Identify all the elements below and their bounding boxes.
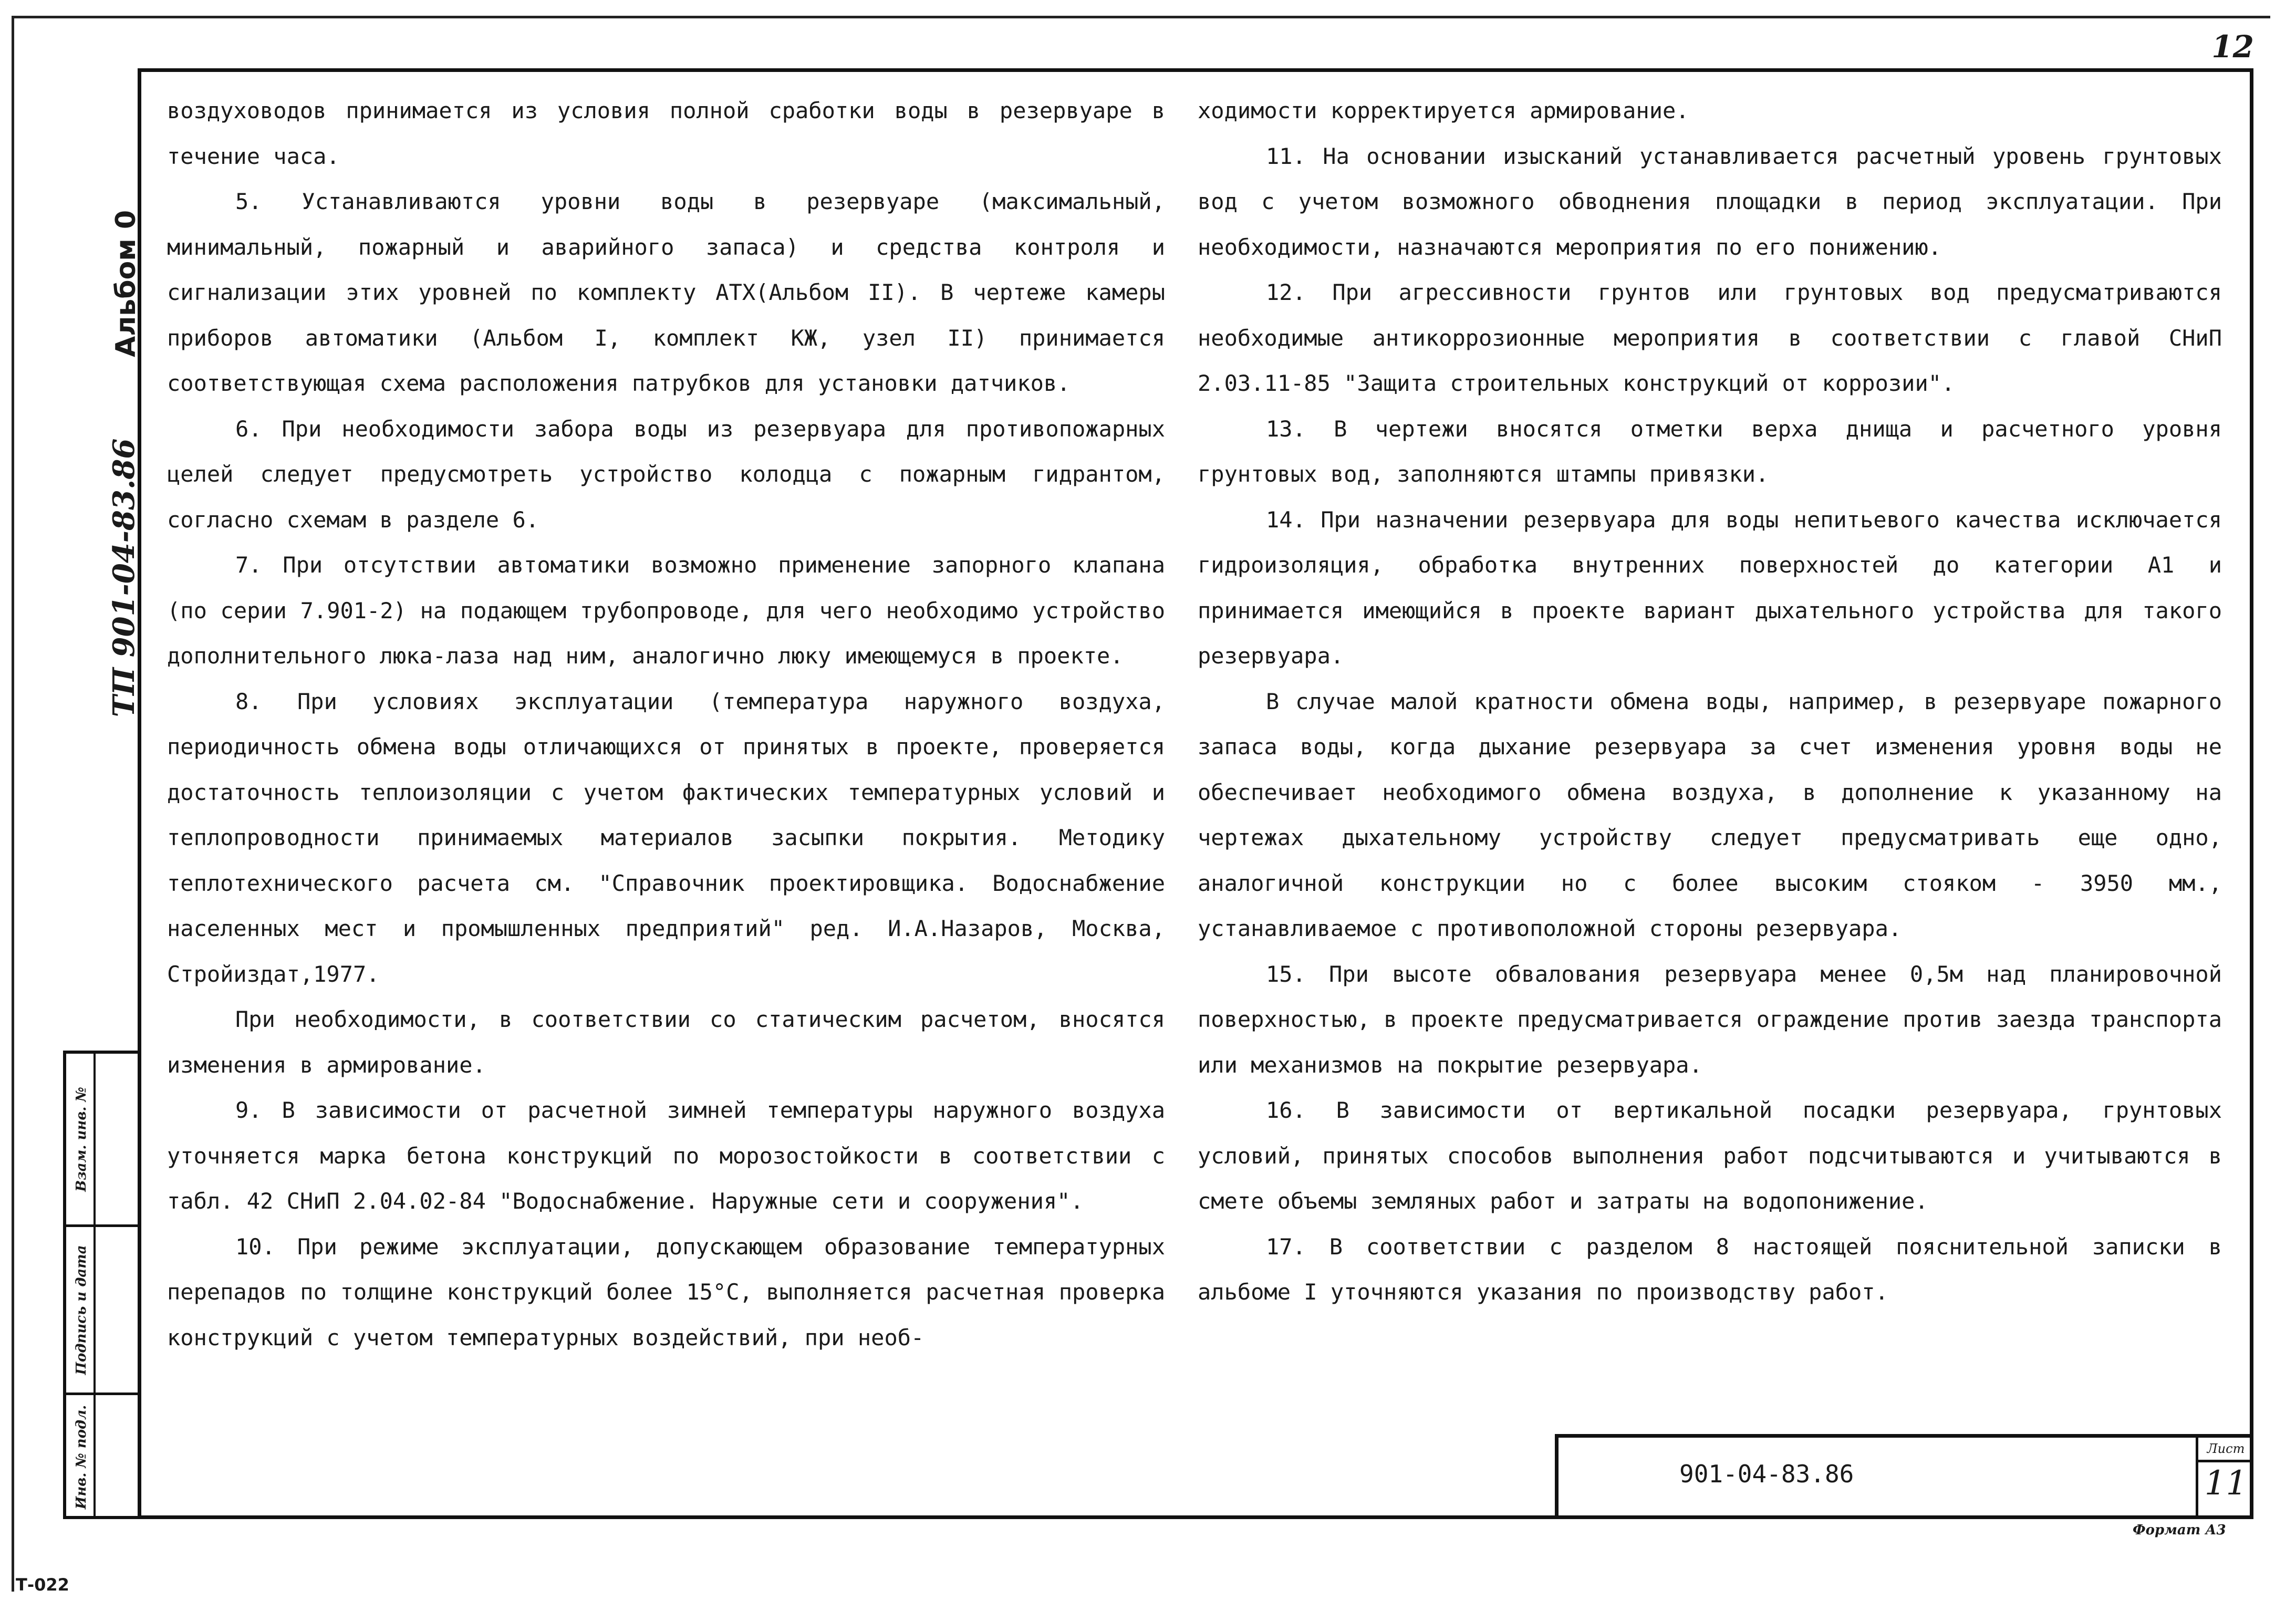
paragraph: воздуховодов принимается из условия полной сработки воды в резервуаре в течение часа. — [167, 98, 1165, 169]
paragraph: 17. В соответствии с разделом 8 настоящей пояснительной записки в альбоме I уточняются указания по производству работ. — [1198, 1233, 2222, 1305]
right-text-column — [1198, 88, 2222, 1315]
side-stamp-cell-replacement — [66, 1054, 138, 1227]
side-stamp-label: Инв. № подл. — [74, 1405, 89, 1510]
title-block — [1555, 1434, 2253, 1519]
paragraph: 5. Устанавливаются уровни воды в резервуаре (максимальный, минимальный, пожарный и аварийного запаса) и средства контроля и сигнализации этих уровней по комплекту АТХ(Альбом II). В чертеже камеры приборов автоматики (Альбом I, комплект КЖ, узел II) принимается соответствующая схема расположения патрубков для установки датчиков. — [167, 189, 1165, 396]
side-stamp-label: Взам. инв. № — [74, 1086, 89, 1192]
stamp-code: Т-022 — [16, 1575, 69, 1595]
paragraph: 6. При необходимости забора воды из резервуара для противопожарных целей следует предусмотреть устройство колодца с пожарным гидрантом, согласно схемам в разделе 6. — [167, 415, 1165, 533]
side-stamp-cell-signature — [66, 1227, 138, 1395]
format-label: Формат А3 — [2133, 1522, 2226, 1538]
paragraph: 8. При условиях эксплуатации (температура наружного воздуха, периодичность обмена воды отличающихся от принятых в проекте, проверяется достаточность теплоизоляции с учетом фактических температурных условий и теплопроводности принимаемых материалов засыпки покрытия. Методику теплотехнического расчета см. "Справочник проектировщика. Водоснабжение населенных мест и промышленных предприятий" ред. И.А.Назаров, Москва, Стройиздат,1977. — [167, 688, 1165, 987]
side-stamp-label: Подпись и дата — [74, 1244, 89, 1375]
sheet-number: 11 — [2204, 1464, 2248, 1503]
paragraph: 9. В зависимости от расчетной зимней температуры наружного воздуха уточняется марка бетона конструкций по морозостойкости в соответствии с табл. 42 СНиП 2.04.02-84 "Водоснабжение. Наружные сети и сооружения". — [167, 1097, 1165, 1214]
document-code: 901-04-83.86 — [1679, 1460, 1854, 1488]
left-text-column — [167, 88, 1165, 1360]
paragraph: 15. При высоте обвалования резервуара менее 0,5м над планировочной поверхностью, в проекте предусматривается ограждение против заезда транспорта или механизмов на покрытие резервуара. — [1198, 961, 2222, 1078]
sheet-label: Лист — [2198, 1438, 2253, 1462]
paragraph: При необходимости, в соответствии со статическим расчетом, вносятся изменения в армирование. — [167, 1006, 1165, 1078]
sheet-box — [2196, 1438, 2253, 1519]
paragraph: 14. При назначении резервуара для воды непитьевого качества исключается гидроизоляция, обработка внутренних поверхностей до категории А1 и принимается имеющийся в проекте вариант дыхательного устройства для такого резервуара. — [1198, 506, 2222, 669]
project-code-label: ТП 901-04-83.86 — [107, 438, 141, 718]
paragraph: 16. В зависимости от вертикальной посадки резервуара, грунтовых условий, принятых способов выполнения работ подсчитываются и учитываются в смете объемы земляных работ и затраты на водопонижение. — [1198, 1097, 2222, 1214]
paragraph: 7. При отсутствии автоматики возможно применение запорного клапана (по серии 7.901-2) на подающем трубопроводе, для чего необходимо устройство дополнительного люка-лаза над ним, аналогично люку имеющемуся в проекте. — [167, 552, 1165, 669]
paragraph: 13. В чертежи вносятся отметки верха днища и расчетного уровня грунтовых вод, заполняются штампы привязки. — [1198, 415, 2222, 487]
album-label: Альбом 0 — [110, 210, 142, 358]
page-number: 12 — [2211, 29, 2254, 65]
paragraph: В случае малой кратности обмена воды, например, в резервуаре пожарного запаса воды, когда дыхание резервуара за счет изменения уровня воды не обеспечивает необходимого обмена воздуха, в дополнение к указанному на чертежах дыхательному устройству следует предусматривать еще одно, аналогичной конструкции но с более высоким стояком - 3950 мм., устанавливаемое с противоположной стороны резервуара. — [1198, 688, 2222, 941]
paragraph: 10. При режиме эксплуатации, допускающем образование температурных перепадов по толщине конструкций более 15°С, выполняется расчетная проверка конструкций с учетом температурных воздействий, при необ- — [167, 1233, 1165, 1350]
side-stamp — [63, 1051, 138, 1519]
paragraph: ходимости корректируется армирование. — [1198, 98, 1689, 123]
side-stamp-cell-inventory — [66, 1395, 138, 1519]
paragraph: 11. На основании изысканий устанавливается расчетный уровень грунтовых вод с учетом возможного обводнения площадки в период эксплуатации. При необходимости, назначаются мероприятия по его понижению. — [1198, 143, 2222, 260]
paragraph: 12. При агрессивности грунтов или грунтовых вод предусматриваются необходимые антикоррозионные мероприятия в соответствии с главой СНиП 2.03.11-85 "Защита строительных конструкций от коррозии". — [1198, 279, 2222, 396]
